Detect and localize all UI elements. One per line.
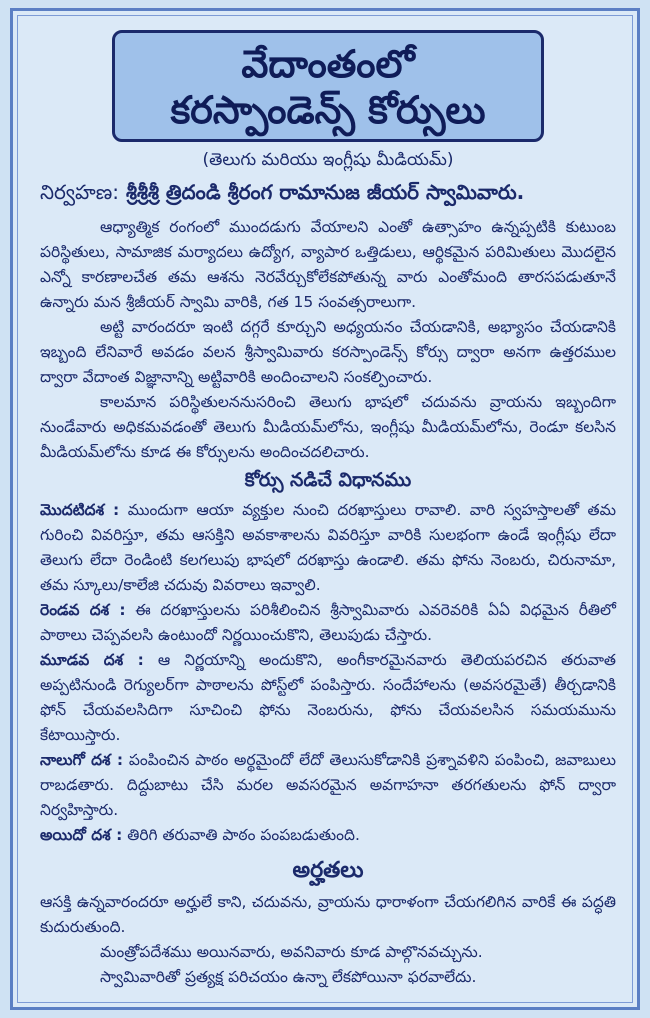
- step-label: అయిదో దశ :: [40, 826, 123, 844]
- medium-note: (తెలుగు మరియు ఇంగ్లీషు మీడియమ్): [202, 150, 454, 170]
- procedure-step: [40, 498, 616, 598]
- organiser-label: నిర్వహణ:: [40, 180, 119, 204]
- title-line-2: కరస్పాండెన్స్ కోర్సులు: [170, 88, 486, 132]
- procedure-heading: కోర్సు నడిచే విధానము: [244, 469, 412, 491]
- step-text: పంపించిన పాఠం అర్థమైందో లేదో తెలుసుకోడానికి ప్రశ్నావళిని పంపించి, జవాబులు రాబడతారు. దిద్దుబాటు చేసి మరల అవసరమైన అవగాహనా తరగతులను ఫోన్ ద్వారా నిర్వహిస్తారు.: [40, 751, 616, 819]
- intro-paragraph: ఆధ్యాత్మిక రంగంలో ముందడుగు వేయాలని ఎంతో ఉత్సాహం ఉన్నప్పటికి కుటుంబ పరిస్థితులు, సామాజిక మర్యాదలు ఉద్యోగ, వ్యాపార ఒత్తిడులు, ఆర్థికమైన పరిమితులు మొదలైన ఎన్నో కారణాలచేత తమ ఆశను నెరవేర్చుకోలేకపోతున్న వారు ఎంతోమంది తారసపడుతూనే ఉన్నారు మన శ్రీజీయర్ స్వామి వారికి, గత 15 సంవత్సరాలుగా.: [40, 218, 616, 311]
- step-label: మూడవ దశ :: [40, 651, 144, 669]
- step-text: ఆ నిర్ణయాన్ని అందుకొని, అంగీకారమైనవారు తెలియపరచిన తరువాత అప్పటినుండి రెగ్యులర్‌గా పాఠాలను పోస్ట్‌లో పంపిస్తారు. సందేహాలను (అవసరమైతే) తీర్చడానికి ఫోన్ చేయవలసిదిగా సూచించి ఫోను నెంబరును, ఫోను చేయవలసిన సమయమును కేటాయిస్తారు.: [40, 651, 616, 744]
- title-line-1: వేదాంతంలో: [241, 42, 415, 86]
- organiser-name: శ్రీశ్రీశ్రీ త్రిదండి శ్రీరంగ రామానుజ జీయర్ స్వామివారు.: [125, 180, 525, 204]
- title-box: [112, 30, 544, 142]
- procedure-step: [40, 648, 616, 748]
- eligibility-paragraph: మంత్రోపదేశము అయినవారు, అవనివారు కూడ పాల్గొనవచ్చును.: [100, 943, 483, 961]
- intro-paragraph: కాలమాన పరిస్థితులననుసరించి తెలుగు భాషలో చదువను వ్రాయను ఇబ్బందిగా నుండేవారు అధికమవడంతో తెలుగు మీడియమ్‌లోను, ఇంగ్లీషు మీడియమ్‌లోను, రెండూ కలసిన మీడియమ్‌లోను కూడ ఈ కోర్సులను అందించదలిచారు.: [40, 393, 616, 461]
- procedure-step: [40, 598, 616, 648]
- eligibility-paragraph: ఆసక్తి ఉన్నవారందరూ అర్హులే కాని, చదువను, వ్రాయను ధారాళంగా చేయగలిగిన వారికే ఈ పద్ధతి కుదురుతుంది.: [40, 893, 616, 936]
- procedure-step: [40, 748, 616, 823]
- intro-paragraph: అట్టి వారందరూ ఇంటి దగ్గరే కూర్చుని అధ్యయనం చేయడానికి, అభ్యాసం చేయడానికి ఇబ్బంది లేనివారే అవడం వలన శ్రీస్వామివారు కరస్పాండెన్స్ కోర్సు ద్వారా అనగా ఉత్తరముల ద్వారా వేదాంత విజ్ఞానాన్ని అట్టివారికి అందించాలని సంకల్పించారు.: [40, 318, 616, 386]
- document-body: [14, 10, 636, 990]
- procedure-step: [40, 823, 616, 848]
- eligibility-heading: అర్హతలు: [292, 858, 364, 883]
- step-label: నాలుగో దశ :: [40, 751, 124, 769]
- step-label: రెండవ దశ :: [40, 601, 126, 619]
- eligibility-paragraph: స్వామివారితో ప్రత్యక్ష పరిచయం ఉన్నా లేకపోయినా ఫరవాలేదు.: [100, 968, 477, 986]
- step-text: తిరిగి తరువాతి పాఠం పంపబడుతుంది.: [127, 826, 360, 844]
- step-text: ఈ దరఖాస్తులను పరిశీలించిన శ్రీస్వామివారు ఎవరెవరికి ఏఏ విధమైన రీతిలో పాఠాలు చెప్పవలసి ఉంటుందో నిర్ణయించుకొని, తెలుపుడు చేస్తారు.: [40, 601, 616, 644]
- step-text: ముందుగా ఆయా వ్యక్తుల నుంచి దరఖాస్తులు రావాలి. వారి స్వహస్తాలతో తమ గురించి వివరిస్తూ, తమ ఆసక్తిని అవకాశాలను వివరిస్తూ వారికి సులభంగా ఉండే ఇంగ్లీషు లేదా తెలుగు లేదా రెండింటి కలగలుపు భాషలో దరఖాస్తు ఉండాలి. తమ ఫోను నెంబరు, చిరునామా, తమ స్కూలు/కాలేజి చదువు వివరాలు ఇవ్వాలి.: [40, 501, 616, 594]
- step-label: మొదటిదశ :: [40, 501, 120, 519]
- organiser-line: [40, 180, 616, 209]
